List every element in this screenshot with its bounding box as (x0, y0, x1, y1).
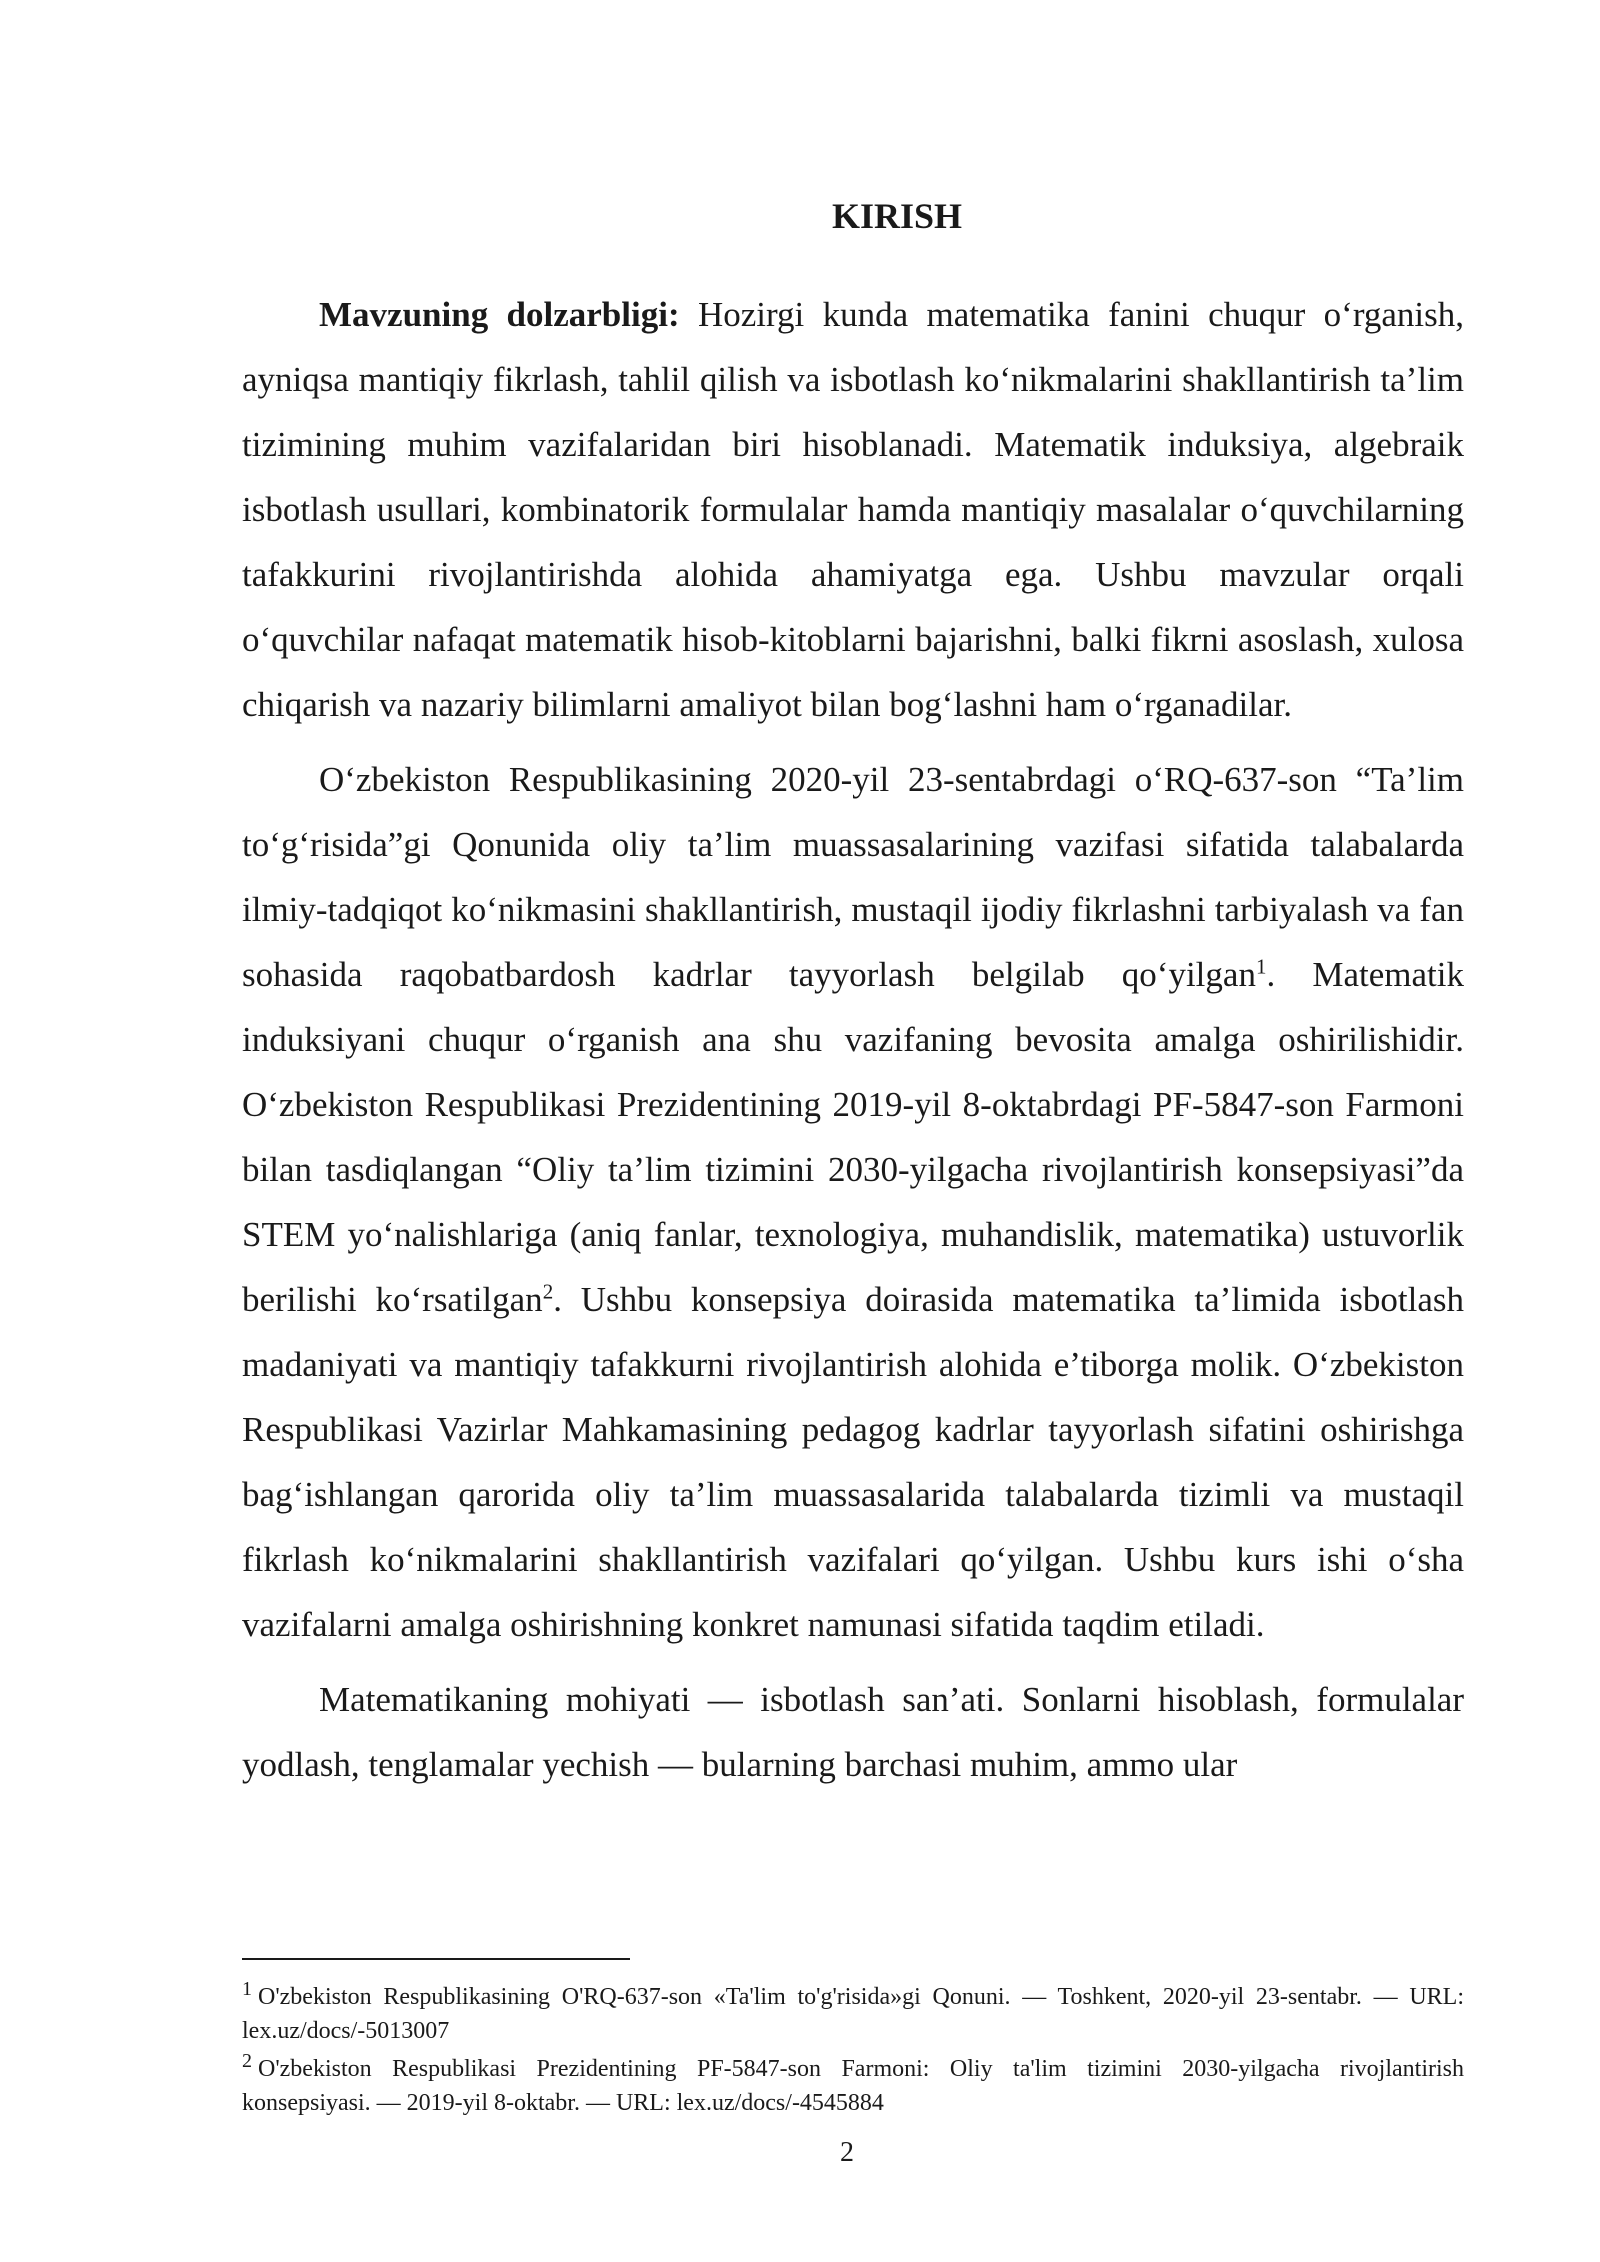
paragraph-text: Matematikaning mohiyati — isbotlash san’ati. Sonlarni hisoblash, formulalar yodlash, tenglamalar yechish — bularning barchasi muhim, ammo ular (242, 1680, 1464, 1784)
footnote-number: 1 (242, 1978, 252, 2000)
paragraph-essence (242, 1667, 1464, 1797)
footnote-1 (242, 1980, 1464, 2048)
paragraph-legal-basis (242, 747, 1464, 1657)
footnotes (242, 1980, 1464, 2124)
footnote-ref-1[interactable]: 1 (1255, 954, 1267, 979)
paragraph-text: Hozirgi kunda matematika fanini chuqur o‘rganish, ayniqsa mantiqiy fikrlash, tahlil qilish va isbotlash ko‘nikmalarini shakllantirish ta’lim tizimining muhim vazifalaridan biri hisoblanadi. Matematik induksiya, algebraik isbotlash usullari, kombinatorik formulalar hamda mantiqiy masalalar o‘quvchilarning tafakkurini rivojlantirishda alohida ahamiyatga ega. Ushbu mavzular orqali o‘quvchilar nafaqat matematik hisob-kitoblarni bajarishni, balki fikrni asoslash, xulosa chiqarish va nazariy bilimlarni amaliyot bilan bog‘lashni ham o‘rganadilar. (242, 295, 1464, 724)
footnote-2 (242, 2052, 1464, 2120)
paragraph-text-c: . Ushbu konsepsiya doirasida matematika ta’limida isbotlash madaniyati va mantiqiy tafakkurni rivojlantirish alohida e’tiborga molik. O‘zbekiston Respublikasi Vazirlar Mahkamasining pedagog kadrlar tayyorlash sifatini oshirishga bag‘ishlangan qarorida oliy ta’lim muassasalarida talabalarda tizimli va mustaqil fikrlash ko‘nikmalarini shakllantirish vazifalari qo‘yilgan. Ushbu kurs ishi o‘sha vazifalarni amalga oshirishning konkret namunasi sifatida taqdim etiladi. (242, 1280, 1464, 1644)
footnote-text: O'zbekiston Respublikasining O'RQ-637-son «Ta'lim to'g'risida»gi Qonuni. — Toshkent, 2020-yil 23-sentabr. — URL: lex.uz/docs/-5013007 (242, 1984, 1464, 2044)
page-number: 2 (840, 2137, 854, 2168)
paragraph-text-b: . Matematik induksiyani chuqur o‘rganish ana shu vazifaning bevosita amalga oshirilishidir. O‘zbekiston Respublikasi Prezidentining 2019-yil 8-oktabrdagi PF-5847-son Farmoni bilan tasdiqlangan “Oliy ta’lim tizimini 2030-yilgacha rivojlantirish konsepsiyasi”da STEM yo‘nalishlariga (aniq fanlar, texnologiya, muhandislik, matematika) ustuvorlik berilishi ko‘rsatilgan (242, 955, 1464, 1319)
footnote-ref-2[interactable]: 2 (542, 1279, 554, 1304)
footnote-separator (242, 1958, 630, 1960)
paragraph-relevance (242, 282, 1464, 737)
section-heading: KIRISH (831, 196, 963, 236)
footnote-text: O'zbekiston Respublikasi Prezidentining PF-5847-son Farmoni: Oliy ta'lim tizimini 2030-yilgacha rivojlantirish konsepsiyasi. — 2019-yil 8-oktabr. — URL: lex.uz/docs/-4545884 (242, 2056, 1464, 2116)
paragraph-lead: Mavzuning dolzarbligi: (319, 295, 680, 334)
paragraph-text-a: O‘zbekiston Respublikasining 2020-yil 23-sentabrdagi o‘RQ-637-son “Ta’lim to‘g‘risida”gi Qonunida oliy ta’lim muassasalarining vazifasi sifatida talabalarda ilmiy-tadqiqot ko‘nikmasini shakllantirish, mustaqil ijodiy fikrlashni tarbiyalash va fan sohasida raqobatbardosh kadrlar tayyorlash belgilab qo‘yilgan (242, 760, 1464, 994)
footnote-number: 2 (242, 2050, 252, 2072)
body-text (242, 282, 1464, 1797)
